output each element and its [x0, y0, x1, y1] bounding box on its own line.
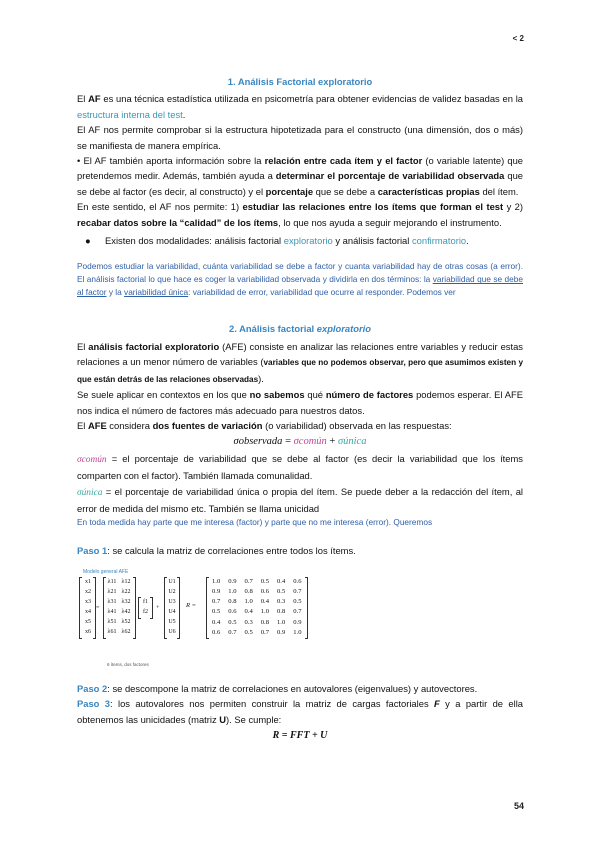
- matrix-cell: 0.9: [277, 628, 286, 636]
- matrix-cell: 0.9: [212, 587, 221, 595]
- matrix-cell: 0.8: [244, 587, 253, 595]
- matrix-cell: 0.7: [244, 577, 253, 585]
- matrix-row: [208, 618, 306, 628]
- lambda-element: λ61: [107, 628, 117, 635]
- matrix-cell: 0.4: [212, 618, 221, 626]
- f-element: f2: [143, 608, 148, 615]
- afe-model-figure: Modelo general AFE x1 x2 x3 x4 x5 x6 = λ11 λ21 λ31 λ41 λ51 λ61 λ12 λ22 λ32 λ42 λ52 λ62 f1 f2 + U1 U2 U3 U4 U5 U6 6 ítems, dos factores R = 1.0 0.9 0.7 0.5 0.4 0.6 0.9 1.0 0.8 0.6 0.5 0.7 0.7 0.8 1.0 0.4 0.3 0.5 0.5 0.6 0.4 1.0 0.8 0.7 0.4 0.5 0.3 0.8 1.0 0.9 0.6 0.7 0.5 0.7 0.9 1.0: [77, 565, 523, 675]
- variance-formula: σobservada = σcomún + σúnica: [233, 436, 367, 448]
- chapter-marker: < 2: [512, 34, 524, 43]
- matrix-cell: 0.3: [277, 598, 286, 606]
- matrix-cell: 0.5: [293, 598, 302, 606]
- lambda-element: λ12: [121, 578, 131, 585]
- matrix-cell: 1.0: [228, 587, 237, 595]
- u-element: U6: [168, 628, 176, 635]
- x-element: x1: [85, 578, 91, 585]
- matrix-cell: 0.4: [277, 577, 286, 585]
- r-label: R =: [186, 601, 197, 609]
- lambda-element: λ62: [121, 628, 131, 635]
- lambda-element: λ52: [121, 618, 131, 625]
- u-element: U2: [168, 588, 176, 595]
- matrix-cell: 0.7: [293, 608, 302, 616]
- x-element: x4: [85, 608, 91, 615]
- lambda-element: λ51: [107, 618, 117, 625]
- u-element: U3: [168, 598, 176, 605]
- lambda-element: λ41: [107, 608, 117, 615]
- matrix-cell: 0.8: [260, 618, 269, 626]
- list-item: ● Existen dos modalidades: análisis factorial exploratorio y análisis factorial confirmatorio.: [85, 233, 523, 248]
- matrix-cell: 0.6: [212, 628, 221, 636]
- matrix-cell: 1.0: [260, 608, 269, 616]
- u-vector: [167, 577, 177, 637]
- matrix-row: [208, 628, 306, 638]
- lambda-element: λ42: [121, 608, 131, 615]
- u-element: U5: [168, 618, 176, 625]
- matrix-cell: 1.0: [277, 618, 286, 626]
- correlation-matrix: [186, 577, 306, 638]
- matrix-row: [208, 597, 306, 607]
- handwritten-note: Podemos estudiar la variabilidad, cuánta variabilidad se debe a factor y cuanta variabilidad hay de otras cosas (a error). El análisis factorial lo que hace es coger la variabilidad observada y dividirla en dos términos: la variabilidad que se debe al factor y la variabilidad única: variabilidad de error, variabilidad que ocurre al responder. Podemos ver: [77, 261, 523, 298]
- step-2: Paso 2: se descompone la matriz de correlaciones en autovalores (eigenvalues) y autovectores.: [77, 682, 478, 694]
- x-element: x5: [85, 618, 91, 625]
- paragraph: El análisis factorial exploratorio (AFE) consiste en analizar las relaciones entre variables y reducir estas relaciones a un menor número de variables (variables que no podemos observar, pero que asumimos existen y que están detrás de las relaciones observadas).: [77, 340, 523, 384]
- definition: σúnica = el porcentaje de variabilidad única o propia del ítem. Se puede deber a la redacción del ítem, al error de medida del mismo etc. También se llama unicidad: [77, 485, 523, 514]
- highlight-term: estructura interna del test: [77, 108, 183, 120]
- matrix-cell: 0.6: [260, 587, 269, 595]
- x-vector: [83, 577, 93, 637]
- step-3: Paso 3: los autovalores nos permiten construir la matriz de cargas factoriales F y a partir de ella obtenemos las unicidades (matriz U). Se cumple:: [77, 698, 524, 725]
- matrix-cell: 0.4: [244, 608, 253, 616]
- f-vector: [141, 597, 150, 617]
- page-content: [77, 74, 523, 744]
- matrix-cell: 0.7: [293, 587, 302, 595]
- paragraph: • El AF también aporta información sobre la relación entre cada ítem y el factor (o variable latente) que pretendemos medir. Además, también ayuda a determinar el porcentaje de variabilidad observada que se debe al factor (es decir, al constructo) y el porcentaje que se debe a características propias del ítem.: [77, 155, 523, 197]
- matrix-cell: 0.6: [228, 608, 237, 616]
- lambda-element: λ11: [107, 578, 117, 585]
- matrix-cell: 0.9: [228, 577, 237, 585]
- f-element: f1: [143, 598, 148, 605]
- x-element: x3: [85, 598, 91, 605]
- matrix-cell: 0.5: [212, 608, 221, 616]
- matrix-cell: 0.5: [260, 577, 269, 585]
- x-element: x2: [85, 588, 91, 595]
- lambda-element: λ31: [107, 598, 117, 605]
- matrix-cell: 0.8: [277, 608, 286, 616]
- matrix-cell: 0.7: [260, 628, 269, 636]
- u-element: U1: [168, 578, 176, 585]
- lambda-column-1: [106, 577, 118, 637]
- matrix-cell: 1.0: [212, 577, 221, 585]
- bullet-icon: ●: [85, 235, 91, 247]
- lambda-column-2: [120, 577, 132, 637]
- x-element: x6: [85, 628, 91, 635]
- matrix-cell: 0.5: [244, 628, 253, 636]
- figure-caption: Modelo general AFE: [83, 568, 129, 575]
- matrix-cell: 0.7: [228, 628, 237, 636]
- matrix-row: [208, 607, 306, 617]
- paragraph: Se suele aplicar en contextos en los que no sabemos qué número de factores podemos esperar. El AFE nos indica el número de factores más adecuado para nuestros datos.: [77, 389, 523, 416]
- matrix-cell: 1.0: [244, 598, 253, 606]
- paragraph: El AF es una técnica estadística utilizada en psicometría para obtener evidencias de validez basadas en la estructura interna del test.: [77, 93, 523, 120]
- section-1-title: 1. Análisis Factorial exploratorio: [227, 76, 373, 87]
- u-element: U4: [168, 608, 176, 615]
- matrix-cell: 0.5: [228, 618, 237, 626]
- matrix-cell: 0.5: [277, 587, 286, 595]
- matrix-cell: 0.6: [293, 577, 302, 585]
- lambda-element: λ22: [121, 588, 131, 595]
- matrix-cell: 1.0: [293, 628, 302, 636]
- r-matrix-table: [208, 577, 306, 638]
- matrix-cell: 0.3: [244, 618, 253, 626]
- matrix-row: [208, 587, 306, 597]
- paragraph: El AF nos permite comprobar si la estructura hipotetizada para el constructo (una dimensión, dos o más) se manifiesta de manera empírica.: [77, 124, 523, 151]
- handwritten-note: En toda medida hay parte que me interesa (factor) y parte que no me interesa (error). Queremos: [77, 517, 433, 528]
- paragraph: El AFE considera dos fuentes de variación (o variabilidad) observada en las respuestas:: [77, 419, 452, 431]
- lambda-element: λ32: [121, 598, 131, 605]
- matrix-cell: 0.7: [212, 598, 221, 606]
- matrix-cell: 0.8: [228, 598, 237, 606]
- section-2-title: 2. Análisis factorial exploratorio: [229, 323, 371, 335]
- matrix-cell: 0.4: [260, 598, 269, 606]
- lambda-element: λ21: [107, 588, 117, 595]
- matrix-cell: 0.9: [293, 618, 302, 626]
- figure-subcaption: 6 ítems, dos factores: [107, 661, 149, 667]
- final-formula: R = FFT + U: [272, 729, 328, 741]
- matrix-row: [208, 577, 306, 587]
- page-number: 54: [513, 801, 524, 811]
- step-1: Paso 1: se calcula la matriz de correlaciones entre todos los ítems.: [77, 545, 356, 557]
- definition: σcomún = el porcentaje de variabilidad que se debe al factor (es decir la variabilidad que los ítems comparten con el factor). También llamada comunalidad.: [77, 452, 523, 482]
- paragraph: En este sentido, el AF nos permite: 1) estudiar las relaciones entre los ítems que forman el test y 2) recabar datos sobre la “calidad” de los ítems, lo que nos ayuda a seguir mejorando el instrumento.: [77, 201, 524, 228]
